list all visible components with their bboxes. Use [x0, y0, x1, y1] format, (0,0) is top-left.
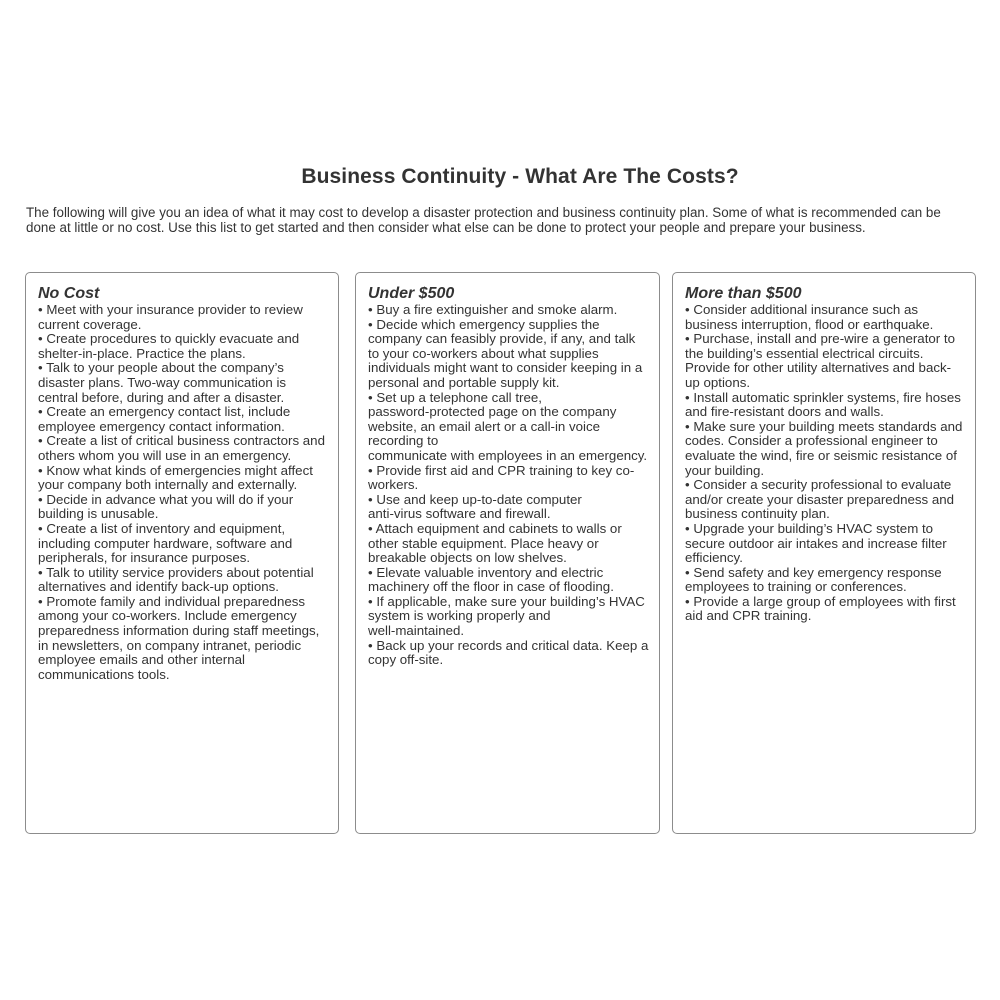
list-item: • Purchase, install and pre-wire a generator to the building’s essential electrical circuits. Provide for other utility alternatives and back-up options.: [685, 331, 955, 390]
column-list: [368, 303, 649, 668]
list-item: • Meet with your insurance provider to review current coverage.: [38, 302, 303, 332]
list-item: • Make sure your building meets standards and codes. Consider a professional engineer to evaluate the wind, fire or seismic resistance of your building.: [685, 418, 963, 478]
list-item: • Send safety and key emergency response employees to training or conferences.: [685, 564, 942, 595]
column-no-cost: [25, 272, 339, 834]
column-under-500: [355, 272, 660, 834]
list-item: • If applicable, make sure your building’s HVAC system is working properly and well-maintained.: [368, 593, 645, 639]
list-item: • Back up your records and critical data. Keep a copy off-site.: [368, 637, 649, 668]
column-heading: More than $500: [685, 285, 802, 302]
list-item: • Talk to utility service providers about potential alternatives and identify back-up options.: [38, 564, 314, 595]
list-item: • Use and keep up-to-date computer anti-virus software and firewall.: [368, 491, 582, 522]
column-heading: No Cost: [38, 285, 100, 302]
list-item: • Promote family and individual preparedness among your co-workers. Include emergency preparedness information during staff meetings, in newsletters, on company intranet, periodic employee emails and other internal communications tools.: [38, 593, 320, 682]
list-item: • Set up a telephone call tree, password-protected page on the company website, an email alert or a call-in voice recording to communicate with employees in an emergency.: [368, 389, 648, 463]
column-heading: Under $500: [368, 285, 455, 302]
list-item: • Attach equipment and cabinets to walls or other stable equipment. Place heavy or breakable objects on low shelves.: [368, 520, 622, 566]
list-item: • Create a list of inventory and equipment, including computer hardware, software and peripherals, for insurance purposes.: [38, 520, 293, 566]
list-item: • Consider additional insurance such as business interruption, flood or earthquake.: [685, 302, 934, 332]
list-item: • Know what kinds of emergencies might affect your company both internally and externally.: [38, 462, 313, 493]
column-list: [38, 303, 328, 682]
list-item: • Provide first aid and CPR training to key co-workers.: [368, 462, 635, 493]
page-title: Business Continuity - What Are The Costs?: [301, 165, 739, 188]
list-item: • Elevate valuable inventory and electric machinery off the floor in case of flooding.: [368, 564, 614, 595]
list-item: • Create procedures to quickly evacuate and shelter-in-place. Practice the plans.: [38, 331, 300, 361]
list-item: • Talk to your people about the company’s disaster plans. Two-way communication is central before, during and after a disaster.: [38, 360, 287, 405]
column-more-than-500: [672, 272, 976, 834]
list-item: • Consider a security professional to evaluate and/or create your disaster preparedness and business continuity plan.: [685, 477, 955, 522]
list-item: • Upgrade your building’s HVAC system to secure outdoor air intakes and increase filter efficiency.: [685, 520, 947, 566]
list-item: • Decide in advance what you will do if your building is unusable.: [38, 491, 294, 522]
column-list: [685, 303, 965, 624]
intro-paragraph: The following will give you an idea of what it may cost to develop a disaster protection and business continuity plan. Some of what is recommended can be done at little or no cost. Use this list to get started and then consider what else can be done to protect your people and prepare your business.: [26, 205, 941, 235]
list-item: • Install automatic sprinkler systems, fire hoses and fire-resistant doors and walls.: [685, 389, 961, 420]
list-item: • Create a list of critical business contractors and others whom you will use in an emergency.: [38, 433, 325, 463]
list-item: • Create an emergency contact list, include employee emergency contact information.: [38, 404, 291, 434]
list-item: • Provide a large group of employees with first aid and CPR training.: [685, 593, 956, 624]
list-item: • Buy a fire extinguisher and smoke alarm.: [368, 302, 618, 317]
list-item: • Decide which emergency supplies the company can feasibly provide, if any, and talk to your co-workers about what supplies individuals might want to consider keeping in a personal and portable supply kit.: [368, 316, 643, 390]
